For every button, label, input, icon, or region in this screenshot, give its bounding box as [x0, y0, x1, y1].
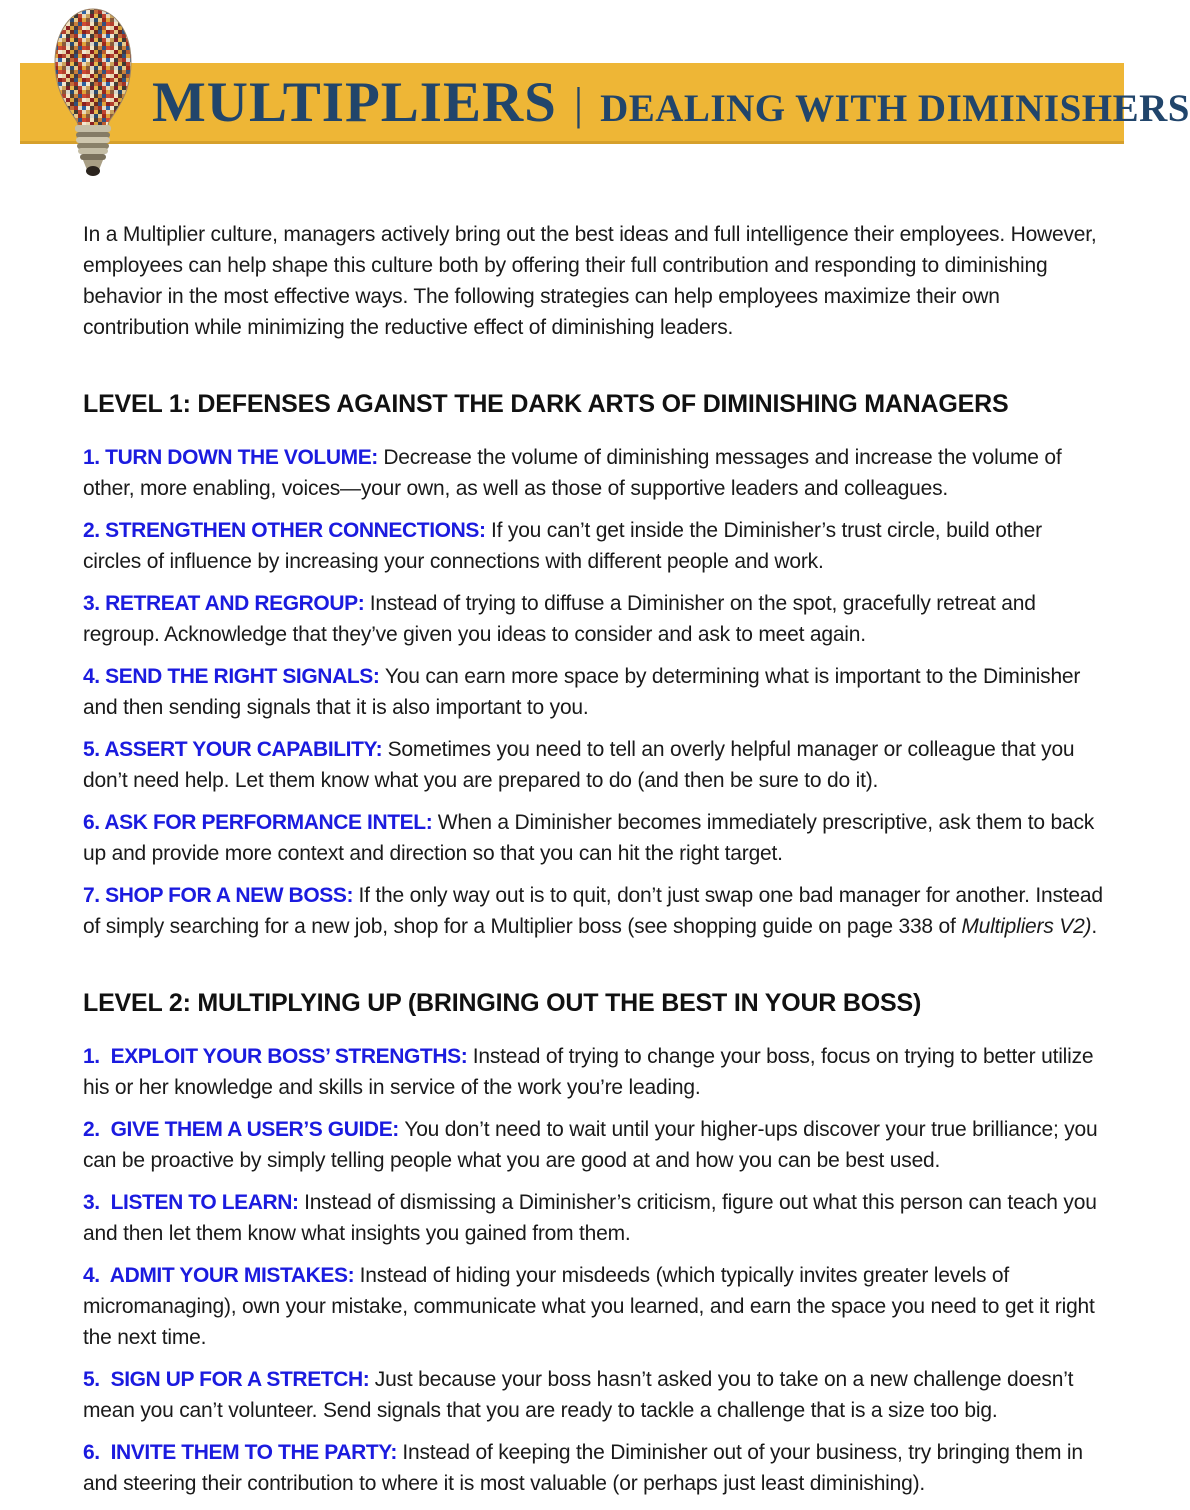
item-text: Instead of hiding your misdeeds (which typically invites greater levels of micromanaging), own your mistake, communicate what you learned, and earn the space you need to get it right the next time. [83, 1264, 1095, 1349]
strategy-item [83, 1114, 1105, 1176]
strategy-item [83, 442, 1105, 504]
item-label: 3. RETREAT AND REGROUP: [83, 592, 370, 615]
strategy-item [83, 1187, 1105, 1249]
item-label: 3. LISTEN TO LEARN: [83, 1191, 305, 1214]
item-text: Instead of trying to diffuse a Diminisher on the spot, gracefully retreat and regroup. Acknowledge that they’ve given you ideas to consider and ask to meet again. [83, 592, 1036, 646]
section-heading: LEVEL 1: DEFENSES AGAINST THE DARK ARTS OF DIMINISHING MANAGERS [83, 390, 1009, 418]
item-text-italic: Multipliers V2) [961, 915, 1092, 938]
item-text: Instead of trying to change your boss, focus on trying to better utilize his or her knowledge and skills in service of the work you’re leading. [83, 1045, 1094, 1099]
item-text: You don’t need to wait until your higher-ups discover your true brilliance; you can be proactive by simply telling people what you are good at and how you can be best used. [83, 1118, 1098, 1172]
item-text: You can earn more space by determining what is important to the Diminisher and then sending signals that it is also important to you. [83, 665, 1081, 719]
strategy-item [83, 1260, 1105, 1353]
item-text: Sometimes you need to tell an overly helpful manager or colleague that you don’t need help. Let them know what you are prepared to do (and then be sure to do it). [83, 738, 1075, 792]
item-label: 1. TURN DOWN THE VOLUME: [83, 446, 384, 469]
item-text: . [1091, 915, 1097, 938]
item-text: If the only way out is to quit, don’t just swap one bad manager for another. Instead of simply searching for a new job, shop for a Multiplier boss (see shopping guide on page 338 of [83, 884, 1103, 938]
strategy-item [83, 1364, 1105, 1426]
item-label: 5. SIGN UP FOR A STRETCH: [83, 1368, 375, 1391]
strategy-item [83, 1041, 1105, 1103]
item-text: When a Diminisher becomes immediately prescriptive, ask them to back up and provide more context and direction so that you can hit the right target. [83, 811, 1095, 865]
page-title: MULTIPLIERS [152, 70, 557, 134]
item-text: Instead of keeping the Diminisher out of your business, try bringing them in and steering their contribution to where it is most valuable (or perhaps just least diminishing). [83, 1441, 1083, 1495]
item-text: Decrease the volume of diminishing messages and increase the volume of other, more enabling, voices—your own, as well as those of supportive leaders and colleagues. [83, 446, 1062, 500]
item-label: 6. ASK FOR PERFORMANCE INTEL: [83, 811, 438, 834]
document-body [83, 219, 1105, 1510]
level-section [83, 989, 1105, 1499]
item-label: 7. SHOP FOR A NEW BOSS: [83, 884, 359, 907]
item-label: 4. SEND THE RIGHT SIGNALS: [83, 665, 385, 688]
lightbulb-collage-icon [38, 6, 148, 180]
content-sections [83, 390, 1105, 1499]
section-heading: LEVEL 2: MULTIPLYING UP (BRINGING OUT THE BEST IN YOUR BOSS) [83, 989, 922, 1017]
strategy-item [83, 734, 1105, 796]
item-label: 6. INVITE THEM TO THE PARTY: [83, 1441, 403, 1464]
item-label: 2. GIVE THEM A USER’S GUIDE: [83, 1118, 405, 1141]
item-text: If you can’t get inside the Diminisher’s trust circle, build other circles of influence by increasing your connections with different people and work. [83, 519, 1042, 573]
item-text: Just because your boss hasn’t asked you to take on a new challenge doesn’t mean you can’t volunteer. Send signals that you are ready to tackle a challenge that is a size too big. [83, 1368, 1074, 1422]
strategy-item [83, 588, 1105, 650]
strategy-item [83, 807, 1105, 869]
item-label: 1. EXPLOIT YOUR BOSS’ STRENGTHS: [83, 1045, 473, 1068]
item-text: Instead of dismissing a Diminisher’s criticism, figure out what this person can teach you and then let them know what insights you gained from them. [83, 1191, 1097, 1245]
page-subtitle: DEALING WITH DIMINISHERS [600, 86, 1190, 130]
strategy-item [83, 661, 1105, 723]
strategy-item [83, 880, 1105, 942]
title-divider: | [573, 77, 584, 129]
strategy-item [83, 515, 1105, 577]
item-label: 5. ASSERT YOUR CAPABILITY: [83, 738, 388, 761]
item-label: 2. STRENGTHEN OTHER CONNECTIONS: [83, 519, 491, 542]
intro-paragraph: In a Multiplier culture, managers actively bring out the best ideas and full intelligence their employees. However, employees can help shape this culture both by offering their full contribution and responding to diminishing behavior in the most effective ways. The following strategies can help employees maximize their own contribution while minimizing the reductive effect of diminishing leaders. [83, 223, 1097, 339]
header-title-row [20, 70, 1190, 135]
strategy-item [83, 1437, 1105, 1499]
level-section [83, 390, 1105, 942]
header-band [20, 63, 1190, 144]
item-label: 4. ADMIT YOUR MISTAKES: [83, 1264, 360, 1287]
